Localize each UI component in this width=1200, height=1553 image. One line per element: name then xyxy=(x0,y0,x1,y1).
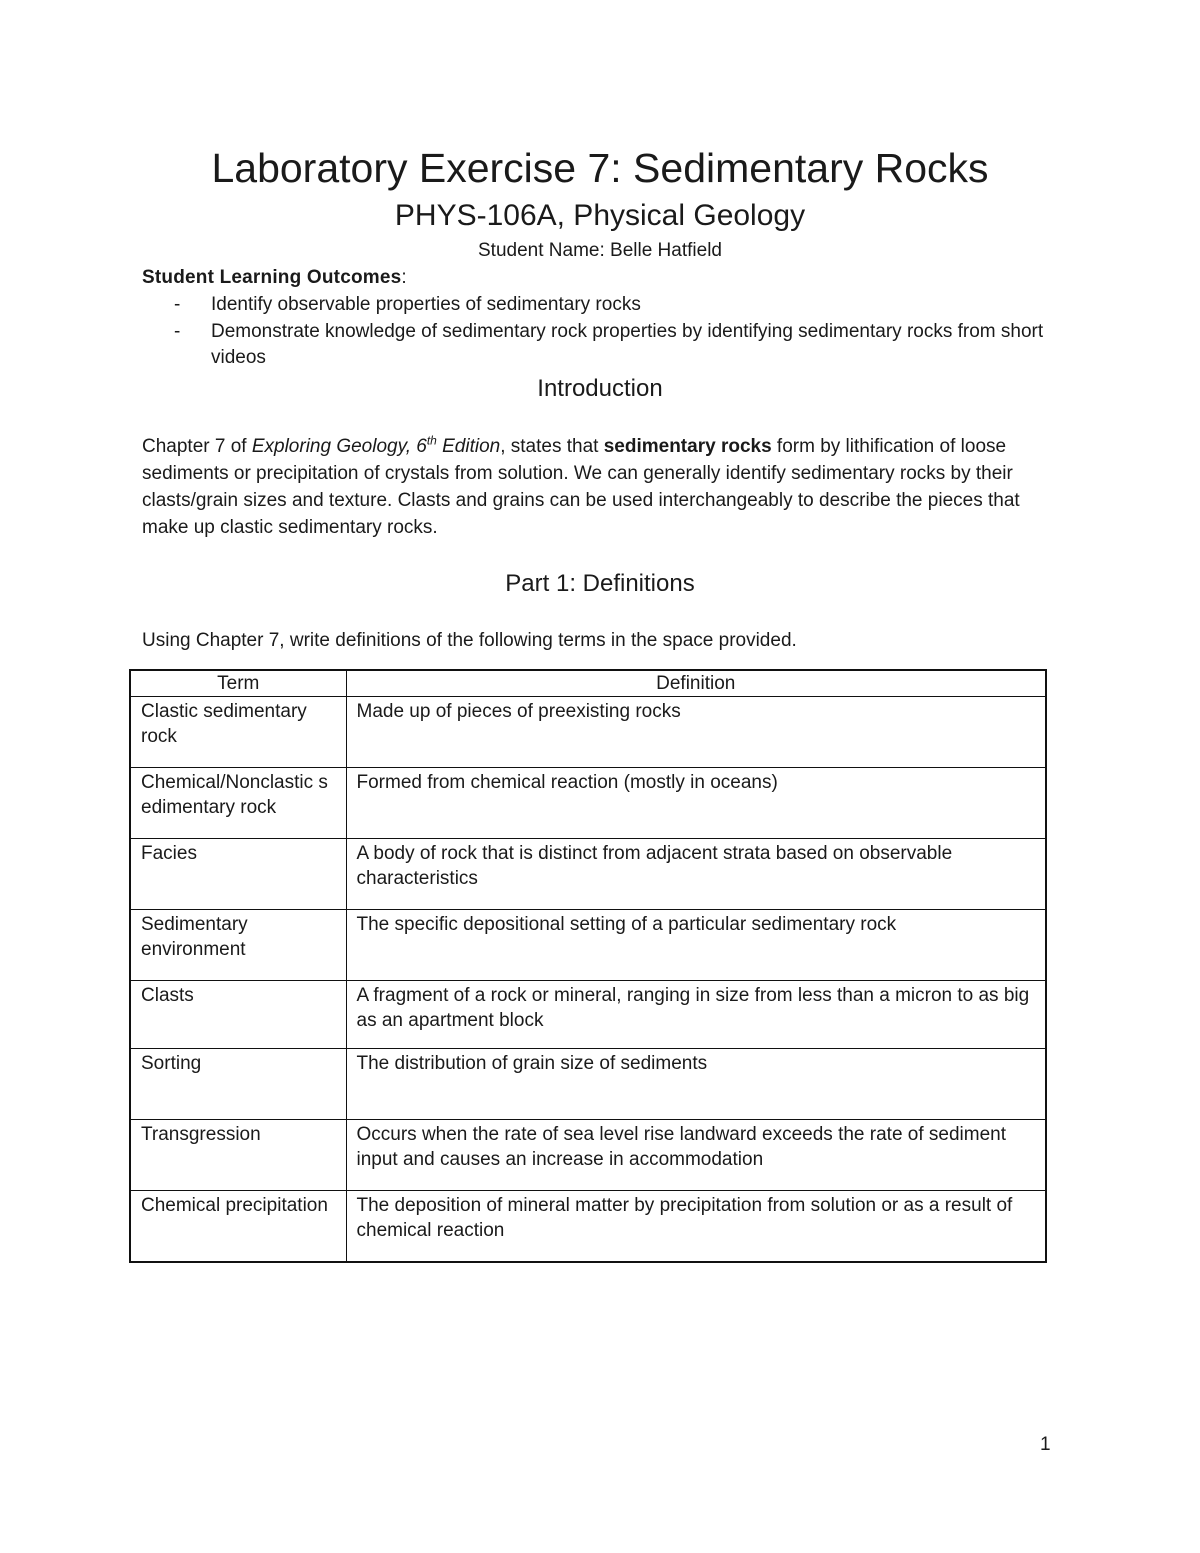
book-edition-text: Edition xyxy=(436,436,501,457)
introduction-heading: Introduction xyxy=(537,375,663,402)
part1-heading: Part 1: Definitions xyxy=(505,570,695,597)
definition-cell: Formed from chemical reaction (mostly in oceans) xyxy=(346,768,1046,839)
definition-cell: The distribution of grain size of sediments xyxy=(346,1049,1046,1120)
course-subtitle: PHYS-106A, Physical Geology xyxy=(394,199,806,232)
term-cell: Chemical/Nonclastic sedimentary rock xyxy=(130,768,346,839)
table-row xyxy=(130,768,1046,839)
table-row xyxy=(130,697,1046,768)
student-name-label: Student Name: xyxy=(478,240,605,261)
term-cell: Transgression xyxy=(130,1120,346,1191)
intro-text-mid: , states that xyxy=(500,436,604,457)
outcome-text: Demonstrate knowledge of sedimentary rock properties by identifying sedimentary rocks from short videos xyxy=(211,321,1044,368)
book-title-text: Exploring Geology, 6 xyxy=(251,436,427,457)
column-header-term: Term xyxy=(130,670,346,697)
table-row xyxy=(130,910,1046,981)
intro-text-prefix: Chapter 7 of xyxy=(142,436,252,457)
term-cell: Sorting xyxy=(130,1049,346,1120)
page-number: 1 xyxy=(1040,1434,1051,1455)
outcomes-heading-text: Student Learning Outcomes xyxy=(142,267,402,288)
definition-cell: A body of rock that is distinct from adjacent strata based on observable characteristics xyxy=(346,839,1046,910)
definition-cell: A fragment of a rock or mineral, ranging in size from less than a micron to as big as an apartment block xyxy=(346,981,1046,1049)
key-term: sedimentary rocks xyxy=(603,436,772,457)
definition-cell: The deposition of mineral matter by precipitation from solution or as a result of chemical reaction xyxy=(346,1191,1046,1263)
outcomes-heading-colon: : xyxy=(401,267,407,288)
table-header-row xyxy=(130,670,1046,697)
intro-text-rest: form by lithification of loose sediments or precipitation of crystals from solution. We can generally identify sedimentary rocks by their clasts/grain sizes and texture. Clasts and grains can be used interchangeably to describe the pieces that make up clastic sedimentary rocks. xyxy=(142,436,1020,538)
outcome-item xyxy=(142,319,1072,371)
column-header-definition: Definition xyxy=(346,670,1046,697)
table-row xyxy=(130,981,1046,1049)
document-title: Laboratory Exercise 7: Sedimentary Rocks xyxy=(211,145,989,191)
student-name-line xyxy=(0,239,1200,263)
outcomes-heading xyxy=(142,266,407,290)
term-cell: Chemical precipitation xyxy=(130,1191,346,1263)
book-title xyxy=(251,433,501,457)
list-dash: - xyxy=(174,294,181,315)
term-cell: Clasts xyxy=(130,981,346,1049)
table-row xyxy=(130,1120,1046,1191)
outcome-text: Identify observable properties of sedimentary rocks xyxy=(211,294,641,315)
table-row xyxy=(130,1191,1046,1263)
definition-cell: Occurs when the rate of sea level rise landward exceeds the rate of sediment input and causes an increase in accommodation xyxy=(346,1120,1046,1191)
definition-cell: The specific depositional setting of a particular sedimentary rock xyxy=(346,910,1046,981)
term-cell: Clastic sedimentary rock xyxy=(130,697,346,768)
definition-cell: Made up of pieces of preexisting rocks xyxy=(346,697,1046,768)
student-name-value: Belle Hatfield xyxy=(610,240,722,261)
term-cell: Facies xyxy=(130,839,346,910)
part1-instructions: Using Chapter 7, write definitions of the following terms in the space provided. xyxy=(142,630,797,651)
book-edition-sup: th xyxy=(426,433,437,448)
term-cell: Sedimentary environment xyxy=(130,910,346,981)
definitions-table xyxy=(129,669,1047,1263)
table-row xyxy=(130,1049,1046,1120)
table-row xyxy=(130,839,1046,910)
outcomes-list xyxy=(142,292,1072,372)
outcome-item xyxy=(142,292,1072,318)
list-dash: - xyxy=(174,321,181,342)
introduction-paragraph xyxy=(142,433,1052,541)
